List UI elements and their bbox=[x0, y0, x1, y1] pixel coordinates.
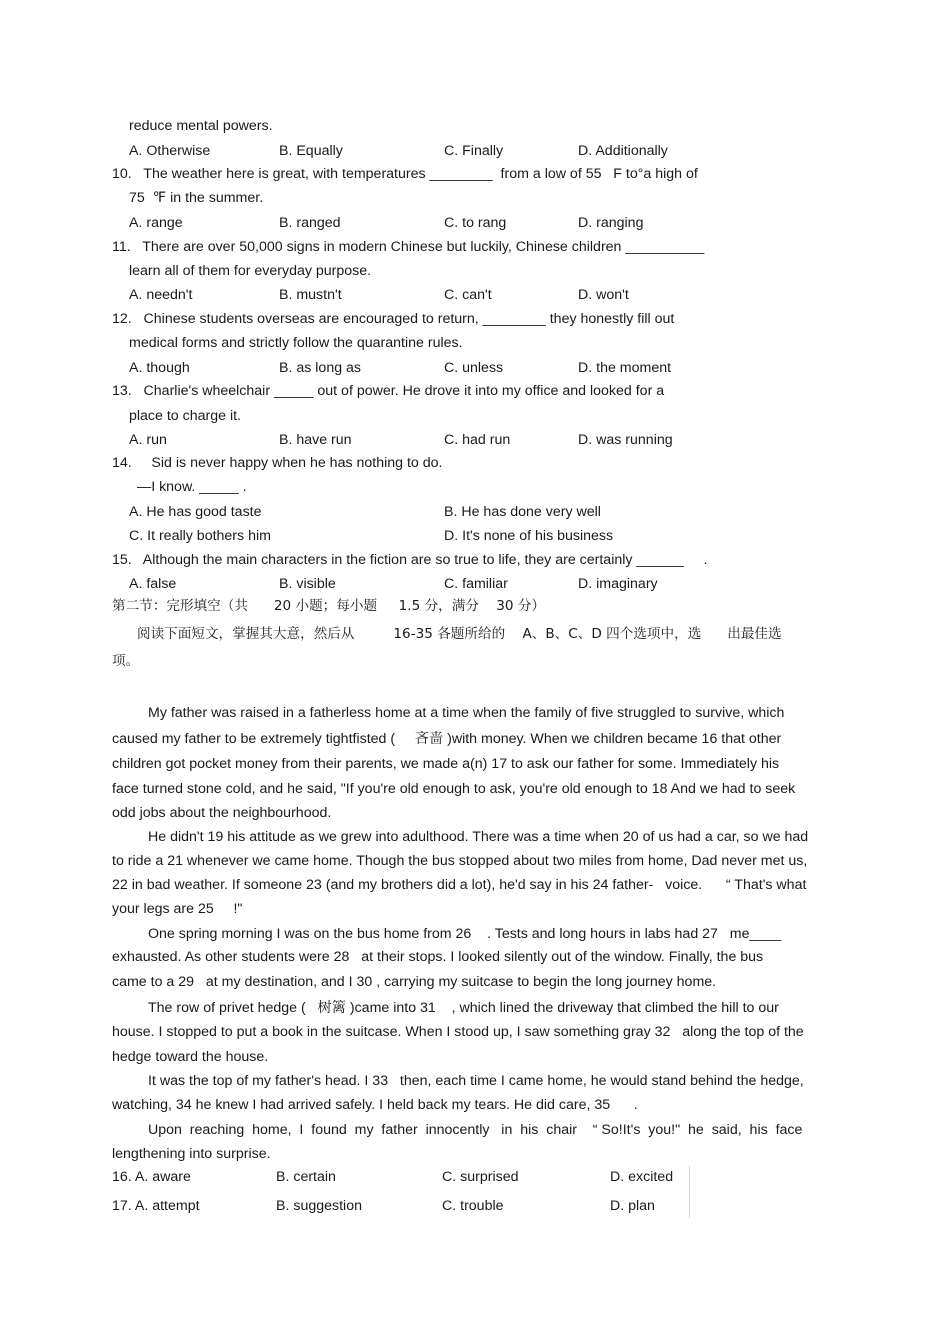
option-a: A. He has good taste bbox=[129, 504, 262, 520]
option-c: C. unless bbox=[444, 360, 504, 376]
option-c: C. familiar bbox=[444, 576, 508, 592]
option-d: D. won't bbox=[578, 287, 629, 303]
question-13: 13. Charlie's wheelchair _____ out of power. He drove it into my office and looked for a bbox=[112, 383, 665, 399]
answer-17-c: C. trouble bbox=[442, 1198, 504, 1214]
question-11-continuation: learn all of them for everyday purpose. bbox=[129, 263, 372, 279]
option-a: A. run bbox=[129, 432, 167, 448]
passage-line: Upon reaching home, I found my father innocently in his chair “ So!It's you!" he said, his face bbox=[148, 1122, 803, 1138]
question-12-continuation: medical forms and strictly follow the quarantine rules. bbox=[129, 335, 463, 351]
passage-line: hedge toward the house. bbox=[112, 1049, 269, 1065]
answer-17-b: B. suggestion bbox=[276, 1198, 362, 1214]
passage-line: your legs are 25 !" bbox=[112, 901, 243, 917]
option-d: D. imaginary bbox=[578, 576, 658, 592]
passage-line: lengthening into surprise. bbox=[112, 1146, 271, 1162]
option-a: A. Otherwise bbox=[129, 143, 211, 159]
passage-line: He didn't 19 his attitude as we grew into adulthood. There was a time when 20 of us had a car, so we had bbox=[148, 829, 809, 845]
passage-line: caused my father to be extremely tightfisted ( 吝啬 )with money. When we children became 16 that other bbox=[112, 731, 782, 747]
table-divider bbox=[689, 1166, 690, 1218]
question-15: 15. Although the main characters in the fiction are so true to life, they are certainly ______ . bbox=[112, 552, 708, 568]
question-10: 10. The weather here is great, with temperatures ________ from a low of 55 F to°a high of bbox=[112, 166, 698, 182]
question-11: 11. There are over 50,000 signs in modern Chinese but luckily, Chinese children __________ bbox=[112, 239, 705, 255]
question-12: 12. Chinese students overseas are encouraged to return, ________ they honestly fill out bbox=[112, 311, 675, 327]
question-14-reply: —I know. _____ . bbox=[137, 479, 247, 495]
option-b: B. visible bbox=[279, 576, 336, 592]
passage-line: My father was raised in a fatherless home at a time when the family of five struggled to survive, which bbox=[148, 705, 785, 721]
answer-16-b: B. certain bbox=[276, 1169, 336, 1185]
section-heading: 第二节：完形填空（共 20 小题；每小题 1.5 分，满分 30 分） bbox=[112, 598, 546, 614]
passage-line: children got pocket money from their parents, we made a(n) 17 to ask our father for some. Immediately his bbox=[112, 756, 780, 772]
passage-line: house. I stopped to put a book in the suitcase. When I stood up, I saw something gray 32 along the top of the bbox=[112, 1024, 804, 1040]
option-d: D. the moment bbox=[578, 360, 672, 376]
question-14: 14. Sid is never happy when he has nothing to do. bbox=[112, 455, 443, 471]
passage-line: face turned stone cold, and he said, "If you're old enough to ask, you're old enough to 18 And we had to seek bbox=[112, 781, 796, 797]
answer-16-c: C. surprised bbox=[442, 1169, 519, 1185]
option-d: D. ranging bbox=[578, 215, 644, 231]
question-9-continuation: reduce mental powers. bbox=[129, 118, 273, 134]
option-b: B. have run bbox=[279, 432, 352, 448]
option-c: C. Finally bbox=[444, 143, 504, 159]
answer-17-a: 17. A. attempt bbox=[112, 1198, 200, 1214]
answer-17-d: D. plan bbox=[610, 1198, 655, 1214]
option-a: A. needn't bbox=[129, 287, 193, 303]
passage-line: odd jobs about the neighbourhood. bbox=[112, 805, 332, 821]
option-c: C. can't bbox=[444, 287, 492, 303]
passage-line: 22 in bad weather. If someone 23 (and my brothers did a lot), he'd say in his 24 father- voice. “ That's what bbox=[112, 877, 807, 893]
section-instruction: 阅读下面短文，掌握其大意，然后从 16-35 各题所给的 A、B、C、D 四个选项中，选 出最佳选 bbox=[137, 626, 782, 642]
question-13-continuation: place to charge it. bbox=[129, 408, 241, 424]
passage-line: One spring morning I was on the bus home from 26 . Tests and long hours in labs had 27 me____ bbox=[148, 926, 782, 942]
passage-line: exhausted. As other students were 28 at their stops. I looked silently out of the window. Finally, the bus bbox=[112, 949, 764, 965]
option-a: A. false bbox=[129, 576, 177, 592]
passage-line: watching, 34 he knew I had arrived safely. I held back my tears. He did care, 35 . bbox=[112, 1097, 638, 1113]
passage-line: to ride a 21 whenever we came home. Though the bus stopped about two miles from home, Dad never met us, bbox=[112, 853, 808, 869]
option-d: D. It's none of his business bbox=[444, 528, 614, 544]
option-b: B. Equally bbox=[279, 143, 343, 159]
option-c: C. It really bothers him bbox=[129, 528, 271, 544]
option-c: C. had run bbox=[444, 432, 511, 448]
answer-16-d: D. excited bbox=[610, 1169, 674, 1185]
option-c: C. to rang bbox=[444, 215, 507, 231]
option-d: D. Additionally bbox=[578, 143, 668, 159]
section-instruction-continuation: 项。 bbox=[112, 653, 140, 669]
option-b: B. ranged bbox=[279, 215, 341, 231]
passage-line: The row of privet hedge ( 树篱 )came into 31 , which lined the driveway that climbed the hill to our bbox=[148, 1000, 779, 1016]
option-b: B. as long as bbox=[279, 360, 362, 376]
option-a: A. range bbox=[129, 215, 183, 231]
option-b: B. He has done very well bbox=[444, 504, 601, 520]
answer-16-a: 16. A. aware bbox=[112, 1169, 191, 1185]
option-d: D. was running bbox=[578, 432, 673, 448]
question-10-continuation: 75 ℉ in the summer. bbox=[129, 190, 264, 206]
option-b: B. mustn't bbox=[279, 287, 342, 303]
option-a: A. though bbox=[129, 360, 190, 376]
passage-line: It was the top of my father's head. I 33 then, each time I came home, he would stand behind the hedge, bbox=[148, 1073, 804, 1089]
passage-line: came to a 29 at my destination, and I 30 , carrying my suitcase to begin the long journey home. bbox=[112, 974, 717, 990]
